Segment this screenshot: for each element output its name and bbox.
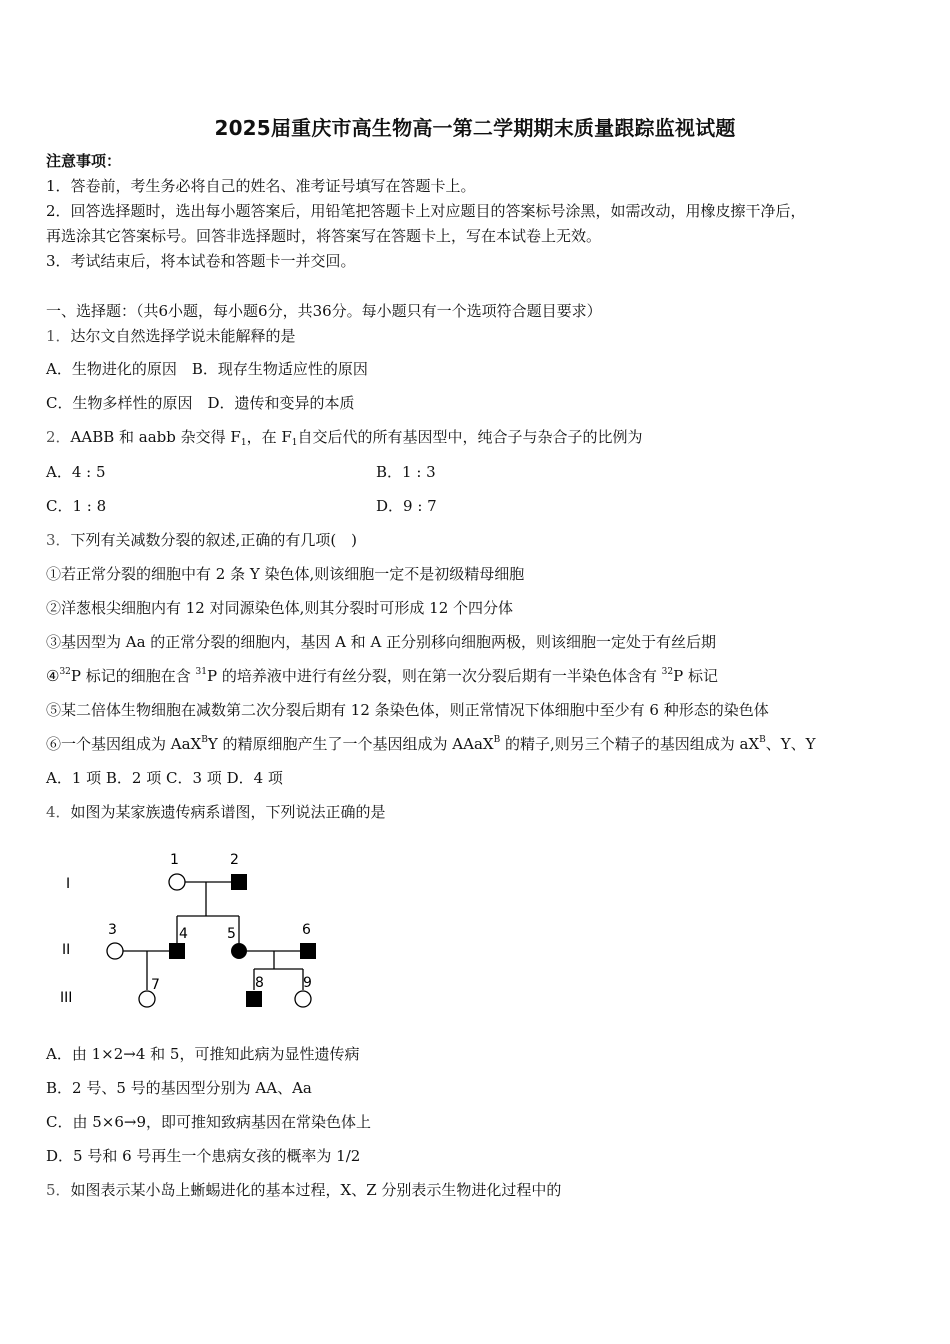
statement-part: P 标记的细胞在含 bbox=[70, 667, 196, 685]
individual-label-1: 1 bbox=[170, 852, 179, 868]
q2-option-d: D．9 : 7 bbox=[376, 497, 437, 515]
individual-5-affected-female bbox=[231, 943, 247, 959]
q2-option-c: C．1 : 8 bbox=[46, 497, 107, 515]
q3-statement-5: ⑤某二倍体生物细胞在减数第二次分裂后期有 12 条染色体，则正常情况下体细胞中至少有 6 种形态的染色体 bbox=[46, 701, 769, 719]
individual-1-unaffected-female bbox=[169, 874, 185, 890]
q3-statement-3: ③基因型为 Aa 的正常分裂的细胞内，基因 A 和 A 正分别移向细胞两极，则该细胞一定处于有丝后期 bbox=[46, 633, 717, 651]
statement-part: Y 的精原细胞产生了一个基因组成为 AAaX bbox=[207, 735, 494, 753]
statement-part: P 标记 bbox=[673, 667, 718, 685]
q1-options-row-2: C．生物多样性的原因 D．遗传和变异的本质 bbox=[46, 394, 355, 412]
individual-label-5: 5 bbox=[227, 926, 236, 942]
individual-label-8: 8 bbox=[255, 975, 264, 991]
question-number: 1． bbox=[46, 327, 71, 345]
question-3 bbox=[46, 529, 357, 551]
notice-item-3: 3．考试结束后，将本试卷和答题卡一并交回。 bbox=[46, 252, 356, 270]
pedigree-diagram bbox=[40, 842, 340, 1022]
generation-label-1: I bbox=[66, 876, 71, 892]
q4-option-c: C．由 5×6→9，即可推知致病基因在常染色体上 bbox=[46, 1113, 372, 1131]
question-stem-part: AABB 和 aabb 杂交得 F bbox=[70, 428, 241, 446]
individual-2-affected-male bbox=[231, 874, 247, 890]
generation-label-2: II bbox=[62, 942, 71, 958]
question-stem: 达尔文自然选择学说未能解释的是 bbox=[70, 327, 296, 345]
individual-label-9: 9 bbox=[303, 975, 312, 991]
section-heading: 一、选择题：（共6小题，每小题6分，共36分。每小题只有一个选项符合题目要求） bbox=[46, 302, 602, 320]
individual-6-affected-male bbox=[300, 943, 316, 959]
notice-item-2: 2．回答选择题时，选出每小题答案后，用铅笔把答题卡上对应题目的答案标号涂黑，如需改动，用橡皮擦干净后， bbox=[46, 202, 806, 220]
question-stem: 如图表示某小岛上蜥蜴进化的基本过程，X、Z 分别表示生物进化过程中的 bbox=[70, 1181, 562, 1199]
individual-label-7: 7 bbox=[151, 977, 160, 993]
superscript: B bbox=[493, 735, 501, 745]
q2-option-a: A．4 : 5 bbox=[46, 463, 106, 481]
q1-options-row-1: A．生物进化的原因 B．现存生物适应性的原因 bbox=[46, 360, 368, 378]
q4-option-b: B．2 号、5 号的基因型分别为 AA、Aa bbox=[46, 1079, 312, 1097]
question-stem-part: ，在 F bbox=[246, 428, 292, 446]
question-stem: 如图为某家族遗传病系谱图，下列说法正确的是 bbox=[70, 803, 386, 821]
question-2 bbox=[46, 426, 643, 448]
question-stem: 下列有关减数分裂的叙述,正确的有几项( ) bbox=[70, 531, 358, 549]
subscript: 1 bbox=[291, 438, 298, 448]
question-number: 5． bbox=[46, 1181, 71, 1199]
question-4 bbox=[46, 801, 386, 823]
notice-item-2-cont: 再选涂其它答案标号。回答非选择题时，将答案写在答题卡上，写在本试卷上无效。 bbox=[46, 227, 602, 245]
q3-statement-6 bbox=[46, 733, 816, 755]
individual-label-2: 2 bbox=[230, 852, 239, 868]
superscript: B bbox=[759, 735, 766, 745]
superscript: 31 bbox=[195, 667, 207, 677]
page-title: 2025届重庆市高生物高一第二学期期末质量跟踪监视试题 bbox=[214, 116, 736, 140]
notice-item-1: 1．答卷前，考生务必将自己的姓名、准考证号填写在答题卡上。 bbox=[46, 177, 476, 195]
question-number: 2． bbox=[46, 428, 71, 446]
individual-label-4: 4 bbox=[179, 926, 188, 942]
q3-statement-1: ①若正常分裂的细胞中有 2 条 Y 染色体,则该细胞一定不是初级精母细胞 bbox=[46, 565, 525, 583]
statement-part: P 的培养液中进行有丝分裂，则在第一次分裂后期有一半染色体含有 bbox=[207, 667, 662, 685]
superscript: B bbox=[201, 735, 208, 745]
q3-options: A．1 项 B．2 项 C．3 项 D．4 项 bbox=[46, 769, 283, 787]
superscript: 32 bbox=[661, 667, 674, 677]
statement-part: 、Y、Y bbox=[765, 735, 816, 753]
question-number: 3． bbox=[46, 531, 71, 549]
statement-part: ⑥一个基因组成为 AaX bbox=[46, 735, 202, 753]
individual-8-affected-male bbox=[246, 991, 262, 1007]
individual-7-unaffected-female bbox=[139, 991, 155, 1007]
notice-heading: 注意事项： bbox=[46, 152, 122, 170]
q2-option-b: B．1 : 3 bbox=[376, 463, 436, 481]
q3-statement-4 bbox=[46, 665, 718, 687]
individual-3-unaffected-female bbox=[107, 943, 123, 959]
subscript: 1 bbox=[240, 438, 247, 448]
generation-label-3: III bbox=[60, 990, 73, 1006]
q4-option-a: A．由 1×2→4 和 5，可推知此病为显性遗传病 bbox=[46, 1045, 360, 1063]
individual-label-6: 6 bbox=[302, 922, 311, 938]
question-1 bbox=[46, 325, 296, 347]
individual-label-3: 3 bbox=[108, 922, 117, 938]
q4-option-d: D．5 号和 6 号再生一个患病女孩的概率为 1/2 bbox=[46, 1147, 361, 1165]
statement-marker: ④ bbox=[46, 667, 60, 685]
individual-4-affected-male bbox=[169, 943, 185, 959]
question-number: 4． bbox=[46, 803, 71, 821]
q3-statement-2: ②洋葱根尖细胞内有 12 对同源染色体,则其分裂时可形成 12 个四分体 bbox=[46, 599, 514, 617]
question-stem-part: 自交后代的所有基因型中，纯合子与杂合子的比例为 bbox=[297, 428, 643, 446]
statement-part: 的精子,则另三个精子的基因组成为 aX bbox=[500, 735, 760, 753]
superscript: 32 bbox=[59, 667, 71, 677]
question-5 bbox=[46, 1179, 561, 1201]
individual-9-unaffected-female bbox=[295, 991, 311, 1007]
